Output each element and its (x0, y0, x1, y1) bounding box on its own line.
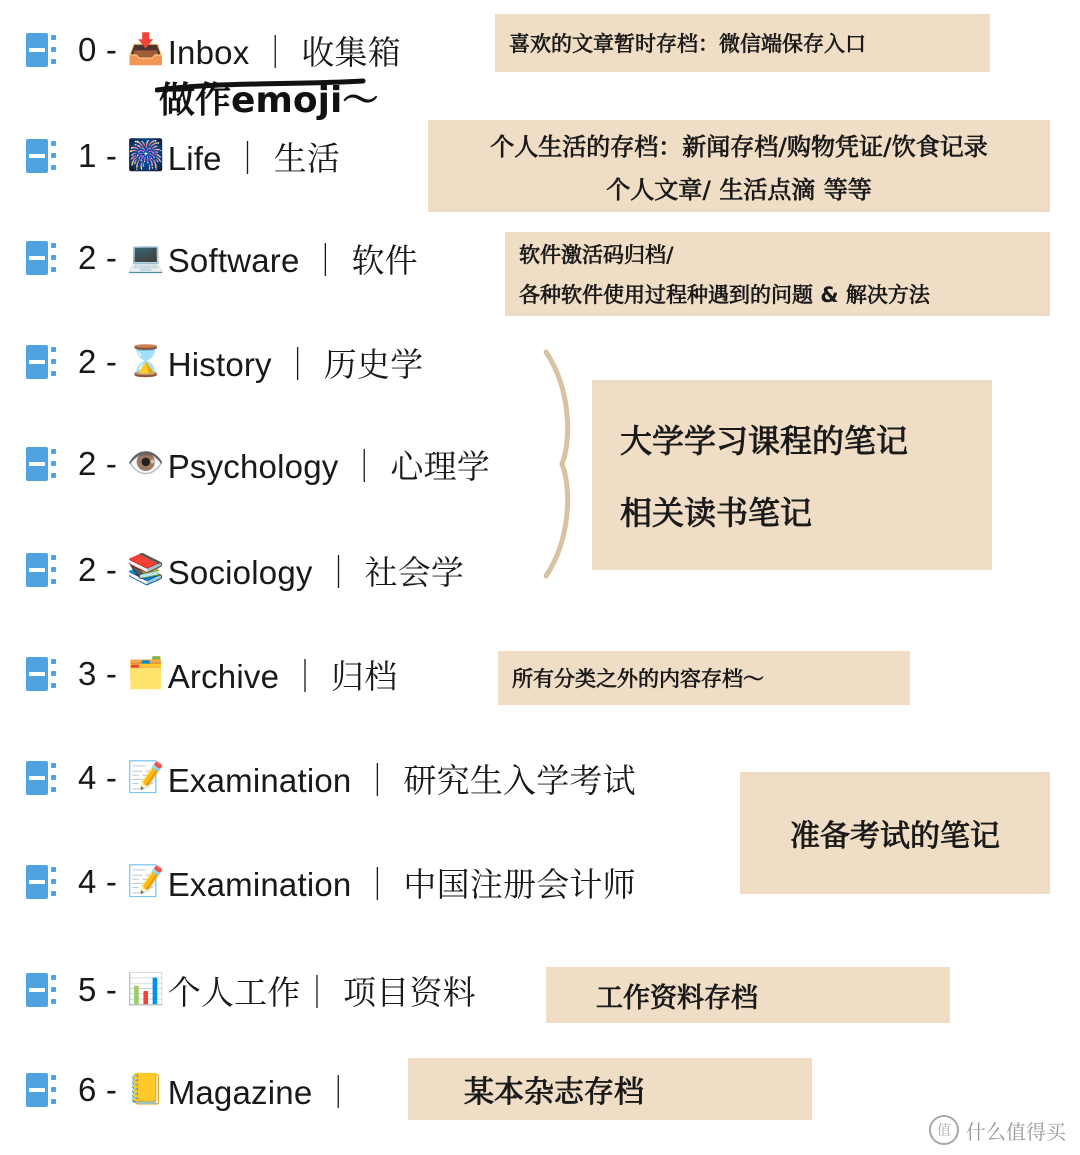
row-title: Inbox ｜ 收集箱 (167, 33, 401, 71)
note-line: 各种软件使用过程种遇到的问题 & 解决方法 (519, 283, 930, 307)
row-title: Magazine ｜ (167, 1073, 355, 1111)
hourglass-icon: ⌛ (127, 345, 165, 378)
row-label (78, 755, 636, 802)
row-title: History ｜ 历史学 (167, 345, 424, 383)
row-label (78, 27, 401, 74)
row-number: 2 - (78, 551, 118, 588)
emoji-scribble-annotation (155, 72, 465, 132)
row-number: 2 - (78, 343, 118, 380)
note-line: 某本杂志存档 (464, 1075, 644, 1110)
row-label (78, 441, 490, 488)
row-number: 2 - (78, 445, 118, 482)
row-number: 5 - (78, 971, 118, 1008)
list-item[interactable] (26, 230, 418, 286)
note-line: 所有分类之外的内容存档～ (512, 667, 764, 691)
note-life (428, 120, 1050, 212)
note-line: 个人文章/ 生活点滴 等等 (606, 176, 872, 204)
memo-icon: 📝 (127, 761, 165, 794)
note-line: 大学学习课程的笔记 (620, 422, 909, 460)
bar-chart-icon: 📊 (127, 973, 165, 1006)
notebook-icon (26, 345, 56, 379)
list-item[interactable] (26, 128, 340, 184)
notebook-icon (26, 1073, 56, 1107)
books-icon: 📚 (127, 553, 165, 586)
notebook-icon (26, 553, 56, 587)
row-title: 个人工作｜ 项目资料 (167, 973, 476, 1011)
notebook-icon (26, 657, 56, 691)
list-item[interactable] (26, 1062, 355, 1118)
notebook-icon (26, 973, 56, 1007)
row-title: Psychology ｜ 心理学 (167, 447, 490, 485)
row-label (78, 547, 464, 594)
row-number: 6 - (78, 1071, 118, 1108)
list-item[interactable] (26, 436, 490, 492)
list-item[interactable] (26, 334, 423, 390)
watermark-logo-icon: 值 (929, 1115, 959, 1145)
note-line: 准备考试的笔记 (790, 819, 1000, 854)
row-number: 2 - (78, 239, 118, 276)
row-label (78, 967, 476, 1014)
row-label (78, 651, 397, 698)
note-software (505, 232, 1050, 316)
row-title: Sociology ｜ 社会学 (167, 553, 465, 591)
row-number: 0 - (78, 31, 118, 68)
row-number: 4 - (78, 863, 118, 900)
row-title: Software ｜ 软件 (167, 241, 418, 279)
row-number: 3 - (78, 655, 118, 692)
row-title: Examination ｜ 中国注册会计师 (167, 865, 636, 903)
note-line: 喜欢的文章暂时存档：微信端保存入口 (509, 32, 866, 56)
inbox-tray-icon: 📥 (127, 33, 165, 66)
row-label (78, 133, 340, 180)
notebook-icon (26, 33, 56, 67)
watermark (929, 1115, 1066, 1145)
list-item[interactable] (26, 542, 464, 598)
row-label (78, 1067, 355, 1114)
group-brace (540, 348, 588, 580)
note-line: 个人生活的存档：新闻存档/购物凭证/饮食记录 (490, 133, 988, 161)
note-line: 工作资料存档 (596, 982, 758, 1014)
row-title: Examination ｜ 研究生入学考试 (167, 761, 636, 799)
list-item[interactable] (26, 962, 476, 1018)
note-line: 软件激活码归档/ (519, 243, 674, 267)
row-title: Archive ｜ 归档 (167, 657, 398, 695)
row-number: 4 - (78, 759, 118, 796)
row-number: 1 - (78, 137, 118, 174)
list-item[interactable] (26, 22, 401, 78)
note-archive (498, 651, 910, 705)
note-courses (592, 380, 992, 570)
fireworks-icon: 🎆 (127, 139, 165, 172)
row-label (78, 235, 418, 282)
list-item[interactable] (26, 854, 636, 910)
notebook-icon (26, 865, 56, 899)
list-item[interactable] (26, 750, 636, 806)
note-examination (740, 772, 1050, 894)
notebook-icon (26, 241, 56, 275)
note-work (546, 967, 950, 1023)
row-label (78, 859, 636, 906)
svg-text:做作emoji〜: 做作emoji〜 (159, 80, 379, 121)
laptop-icon: 💻 (127, 241, 165, 274)
ledger-icon: 📒 (127, 1073, 165, 1106)
watermark-text: 什么值得买 (966, 1121, 1066, 1144)
notebook-icon (26, 761, 56, 795)
row-label (78, 339, 423, 386)
note-inbox (495, 14, 990, 72)
note-line: 相关读书笔记 (620, 494, 813, 532)
eye-icon: 👁️ (127, 447, 165, 480)
card-index-dividers-icon: 🗂️ (127, 657, 165, 690)
memo-icon: 📝 (127, 865, 165, 898)
notebook-icon (26, 447, 56, 481)
note-magazine (408, 1058, 812, 1120)
notebook-icon (26, 139, 56, 173)
row-title: Life ｜ 生活 (167, 139, 341, 177)
list-item[interactable] (26, 646, 397, 702)
